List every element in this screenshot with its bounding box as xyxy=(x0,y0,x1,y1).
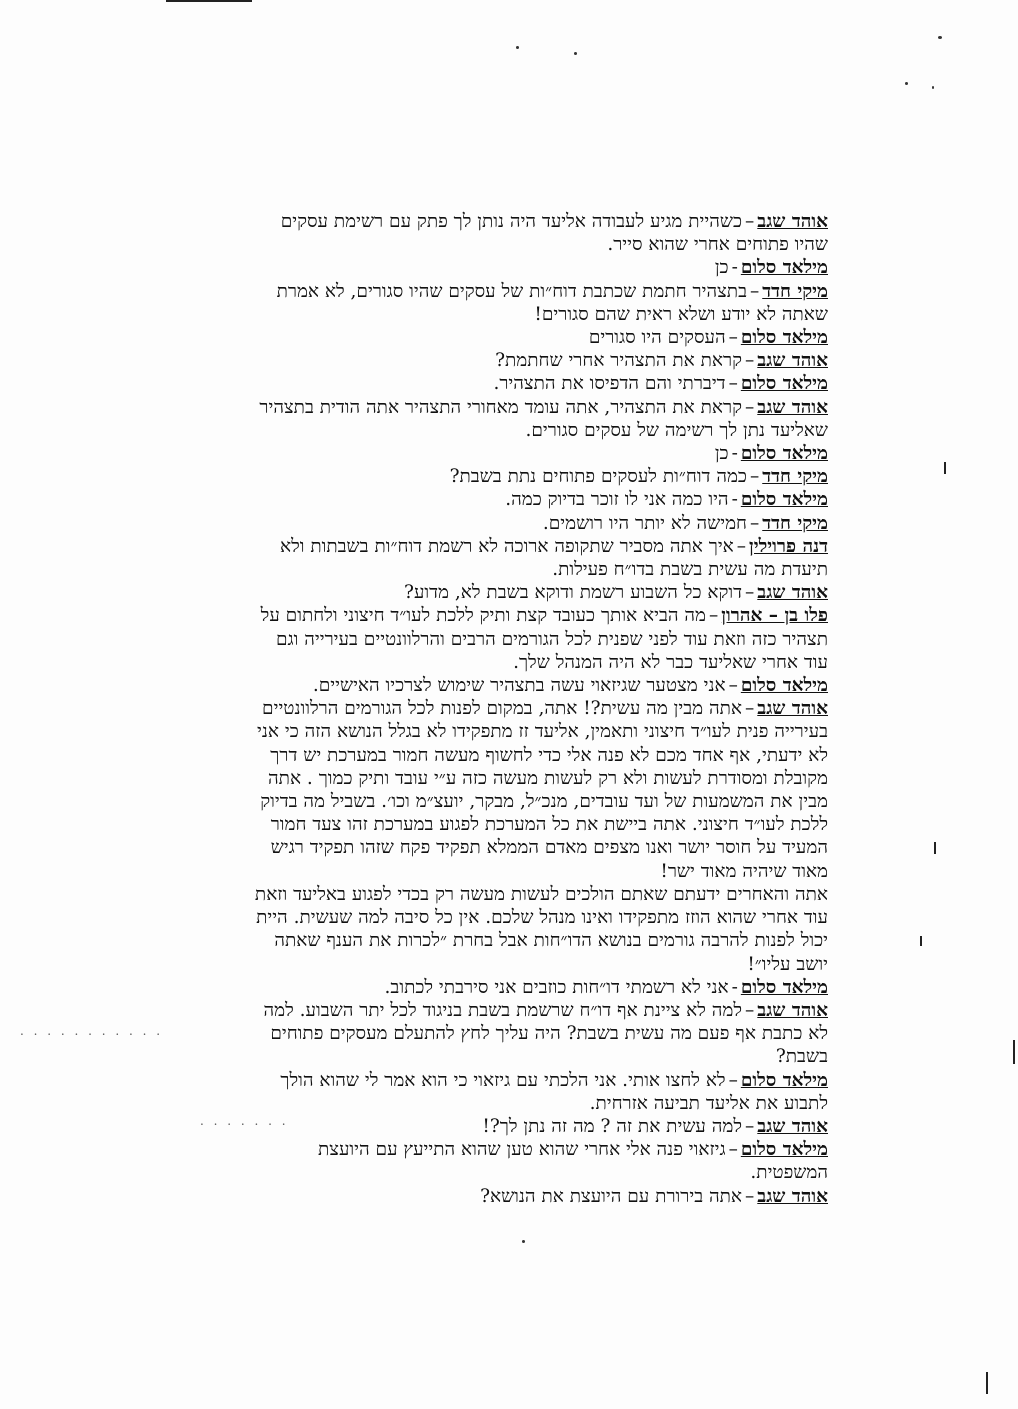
transcript-entry xyxy=(128,256,828,279)
transcript-line xyxy=(128,442,828,465)
transcript-entry xyxy=(128,999,828,1069)
transcript-entry xyxy=(128,1069,828,1115)
transcript-line xyxy=(128,581,828,604)
speaker-separator: – xyxy=(709,605,719,627)
line-text: בעירייה פנית לעו״ד חיצוני ותאמין, אליעד זז מתפקידו לא בגלל הנושא הזה כי אני xyxy=(257,721,828,743)
transcript-line xyxy=(128,233,828,256)
transcript-line xyxy=(128,999,828,1022)
line-text: אתה בירורת עם היועצת את הנושא? xyxy=(480,1185,743,1207)
transcript-line xyxy=(128,256,828,279)
line-text: דוקא כל השבוע רשמת ודוקא בשבת לא, מדוע? xyxy=(404,582,743,604)
speaker-separator: - xyxy=(731,489,738,511)
transcript-line xyxy=(128,767,828,790)
speaker-separator: – xyxy=(749,466,760,488)
line-text: כמה דוח״ות לעסקים פתוחים נתת בשבת? xyxy=(449,466,747,488)
speaker-separator: – xyxy=(728,327,738,349)
line-text: איך אתה מסביר שתקופה ארוכה לא רשמת דוח״ות בשבתות ולא xyxy=(279,535,734,557)
transcript-line xyxy=(128,303,828,326)
speaker-separator: - xyxy=(731,443,738,465)
transcript-line xyxy=(128,535,828,558)
speaker-separator: – xyxy=(745,396,755,418)
line-text: אתה והאחרים ידעתם שאתם הולכים לעשות מעשה רק בכדי לפגוע באליעד וזאת xyxy=(254,883,828,905)
speaker-name: אוהד שגב xyxy=(757,211,828,232)
line-text: ללכת לעו״ד חיצוני. אתה ביישת את כל המערכת לפגוע במערכת זהו צעד חמור xyxy=(270,814,828,836)
transcript-entry xyxy=(128,210,828,256)
speaker-name: מילאד סלום xyxy=(740,1139,828,1161)
line-text: תצהיר כזה וזאת עוד לפני שפנית לכל הגורמים הרבים והרלוונטיים בעירייה וגם xyxy=(275,628,828,650)
transcript-line xyxy=(128,280,828,303)
speaker-name: אוהד שגב xyxy=(757,582,828,604)
transcript-line xyxy=(128,558,828,581)
speaker-name: אוהד שגב xyxy=(757,396,828,418)
line-text: בשבת? xyxy=(775,1046,828,1068)
speaker-separator: - xyxy=(731,257,738,279)
transcript-entry xyxy=(128,535,828,581)
transcript-line xyxy=(128,651,828,674)
speaker-name: אוהד שגב xyxy=(757,350,828,372)
line-text: המעיד על חוסר יושר ואנו מצפים מאדם הממלא תפקיד פקח שזהו תפקיד רגיש xyxy=(270,837,828,859)
line-text: העסקים היו סגורים xyxy=(588,327,726,349)
transcript-line xyxy=(128,883,828,906)
transcript-line xyxy=(128,628,828,651)
speaker-name: מיקי חדד xyxy=(762,280,828,302)
line-text: גיזאוי פנה אלי אחרי שהוא טען שהוא התייעץ עם היועצת xyxy=(317,1139,726,1161)
line-text: חמישה לא יותר היו רושמים. xyxy=(542,512,747,534)
speaker-name: פלו בן – אהרון xyxy=(721,605,828,627)
line-text: תיעדת מה עשית בשבת בדו״ח פעילות. xyxy=(552,559,828,581)
line-text: מבין את המשמעות של ועד עובדים, מנכ״ל, מבקר, יועצ״מ וכו׳. בשביל מה בדיוק xyxy=(260,791,828,813)
transcript-line xyxy=(128,1138,828,1161)
transcript-line xyxy=(128,419,828,442)
transcript-line xyxy=(128,744,828,767)
scan-speck xyxy=(522,1240,525,1243)
transcript-line xyxy=(128,953,828,976)
line-text: בתצהיר חתמת שכתבת דוח״ות של עסקים שהיו סגורים, לא אמרת xyxy=(276,280,747,302)
speaker-name: מיקי חדד xyxy=(762,512,828,534)
speaker-separator: – xyxy=(749,512,760,534)
scan-dots: . . . . . . . xyxy=(200,1114,289,1128)
transcript-entry xyxy=(128,1115,828,1138)
transcript-line xyxy=(128,488,828,511)
transcript-line xyxy=(128,1022,828,1045)
line-text: קראת את התצהיר אחרי שחתמת? xyxy=(495,350,743,372)
speaker-separator: – xyxy=(736,535,747,557)
transcript-entry xyxy=(128,581,828,604)
line-text: דיברתי והם הדפיסו את התצהיר. xyxy=(493,373,726,395)
line-text: אני לא רשמתי דו״חות כוזבים אני סירבתי לכתוב. xyxy=(384,976,729,998)
line-text: שאליעד נתן לך רשימה של עסקים סגורים. xyxy=(525,419,828,441)
transcript-entry xyxy=(128,697,828,883)
transcript-entry xyxy=(128,465,828,488)
transcript-line xyxy=(128,790,828,813)
transcript-line xyxy=(128,697,828,720)
speaker-separator: – xyxy=(745,1115,755,1137)
speaker-separator: – xyxy=(745,1185,755,1207)
line-text: לא ידעתי, אף אחד מכם לא פנה אלי כדי לחשוף מעשה חמור במערכת יש דרך xyxy=(270,744,828,766)
speaker-separator: – xyxy=(745,698,755,720)
transcript-line xyxy=(128,372,828,395)
scan-speck xyxy=(938,36,942,39)
transcript-line xyxy=(128,1185,828,1208)
transcript-line xyxy=(128,860,828,883)
scan-mark xyxy=(1013,1040,1015,1064)
speaker-name: אוהד שגב xyxy=(757,999,828,1021)
transcript-line xyxy=(128,906,828,929)
transcript-line xyxy=(128,813,828,836)
transcript-entry xyxy=(128,326,828,349)
line-text: המשפטית. xyxy=(750,1162,828,1184)
speaker-separator: – xyxy=(728,373,738,395)
line-text: שהיו פתוחים אחרי שהוא סייר. xyxy=(607,234,828,256)
line-text: למה לא ציינת אף דו״ח שרשמת בשבת בניגוד לכל יתר השבוע. למה xyxy=(263,999,743,1021)
transcript-entry xyxy=(128,604,828,674)
line-text: קראת את התצהיר, אתה עומד מאחורי התצהיר אתה הודית בתצהיר xyxy=(259,396,743,418)
top-edge-line xyxy=(166,0,252,2)
transcript-line xyxy=(128,1045,828,1068)
speaker-name: מילאד סלום xyxy=(740,257,828,279)
transcript-line xyxy=(128,349,828,372)
transcript-entry xyxy=(128,349,828,372)
scan-mark xyxy=(944,462,946,474)
transcript-line xyxy=(128,929,828,952)
transcript-line xyxy=(128,465,828,488)
scan-speck xyxy=(932,86,934,89)
transcript-line xyxy=(128,1115,828,1138)
transcript-entry xyxy=(128,512,828,535)
line-text: אתה מבין מה עשית?! אתה, במקום לפנות לכל הגורמים הרלוונטיים xyxy=(262,698,743,720)
scan-mark xyxy=(934,842,936,854)
transcript-entry xyxy=(128,280,828,326)
transcript-entry xyxy=(128,883,828,976)
speaker-separator: – xyxy=(728,675,738,697)
transcript-entry xyxy=(128,976,828,999)
speaker-name: מילאד סלום xyxy=(740,327,828,349)
scan-speck xyxy=(905,82,908,85)
transcript-entry xyxy=(128,372,828,395)
speaker-name: מילאד סלום xyxy=(740,489,828,511)
transcript-line xyxy=(128,976,828,999)
scan-speck xyxy=(574,52,577,55)
transcript-entry xyxy=(128,1138,828,1184)
scan-mark xyxy=(920,936,922,946)
speaker-name: מילאד סלום xyxy=(740,443,828,465)
line-text: לא כתבת אף פעם מה עשית בשבת? היה עליך לחץ להתעלם מעסקים פתוחים xyxy=(270,1023,828,1045)
transcript-entry xyxy=(128,1185,828,1208)
scan-speck xyxy=(516,46,519,49)
transcript-line xyxy=(128,326,828,349)
line-text: לא לחצו אותי. אני הלכתי עם גיזאוי כי הוא אמר לי שהוא הולך xyxy=(280,1069,726,1091)
scan-mark xyxy=(986,1372,988,1394)
line-text: לתבוע את אליעד תביעה אזרחית. xyxy=(589,1092,828,1114)
transcript-entry xyxy=(128,674,828,697)
transcript-line xyxy=(128,1161,828,1184)
speaker-separator: – xyxy=(745,582,755,604)
line-text: כשהיית מגיע לעבודה אליעד היה נותן לך פתק עם רשימת עסקים xyxy=(280,211,743,232)
speaker-name: מיקי חדד xyxy=(762,466,828,488)
transcript-line xyxy=(128,1092,828,1115)
line-text: שאתה לא יודע ושלא ראית שהם סגורים! xyxy=(534,303,828,325)
line-text: עוד אחרי שאליעד כבר לא היה המנהל שלך. xyxy=(513,651,828,673)
speaker-separator: – xyxy=(728,1069,738,1091)
transcript-line xyxy=(128,674,828,697)
line-text: למה עשית את זה ? מה זה נתן לך?! xyxy=(482,1115,743,1137)
line-text: אני מצטער שגיזאוי עשה בתצהיר שימוש לצרכיו האישיים. xyxy=(312,675,726,697)
speaker-name: מילאד סלום xyxy=(740,1069,828,1091)
line-text: מקובלת ומסודרת לעשות ולא רק לעשות מעשה כזה ע״י עובד ותיק כמוך . אתה xyxy=(268,767,828,789)
line-text: עוד אחרי שהוא הוזז מתפקידו ואינו מנהל שלכם. אין כל סיבה למה שעשית. היית xyxy=(256,907,828,929)
speaker-separator: – xyxy=(745,211,755,232)
speaker-separator: - xyxy=(731,976,738,998)
transcript-line xyxy=(128,720,828,743)
line-text: יכול לפנות להרבה גורמים בנושא הדו״חות אבל בחרת ״לכרות את הענף שאתה xyxy=(274,930,828,952)
line-text: מה הביא אותך כעובד קצת ותיק ללכת לעו״ד חיצוני ולחתום על xyxy=(260,605,707,627)
speaker-separator: – xyxy=(749,280,760,302)
speaker-name: דנה פרוילין xyxy=(749,535,828,557)
speaker-separator: – xyxy=(745,999,755,1021)
line-text: מאוד שיהיה מאוד ישר! xyxy=(660,860,828,882)
speaker-name: מילאד סלום xyxy=(740,976,828,998)
line-text: יושב עליו״! xyxy=(747,953,828,975)
speaker-name: מילאד סלום xyxy=(740,373,828,395)
speaker-name: אוהד שגב xyxy=(757,1185,828,1207)
transcript-entry xyxy=(128,442,828,465)
speaker-name: אוהד שגב xyxy=(757,698,828,720)
transcript-line xyxy=(128,512,828,535)
transcript xyxy=(128,210,828,1208)
line-text: היו כמה אני לו זוכר בדיוק כמה. xyxy=(505,489,729,511)
transcript-line xyxy=(128,604,828,627)
transcript-line xyxy=(128,210,828,233)
line-text: כן xyxy=(714,443,729,465)
speaker-name: אוהד שגב xyxy=(757,1115,828,1137)
transcript-line xyxy=(128,396,828,419)
transcript-line xyxy=(128,836,828,859)
scan-dots: . . . . . . . . . . . xyxy=(20,1024,164,1038)
transcript-entry xyxy=(128,488,828,511)
speaker-separator: – xyxy=(745,350,755,372)
speaker-name: מילאד סלום xyxy=(740,675,828,697)
transcript-entry xyxy=(128,396,828,442)
line-text: כן xyxy=(714,257,729,279)
transcript-line xyxy=(128,1069,828,1092)
speaker-separator: – xyxy=(728,1139,738,1161)
